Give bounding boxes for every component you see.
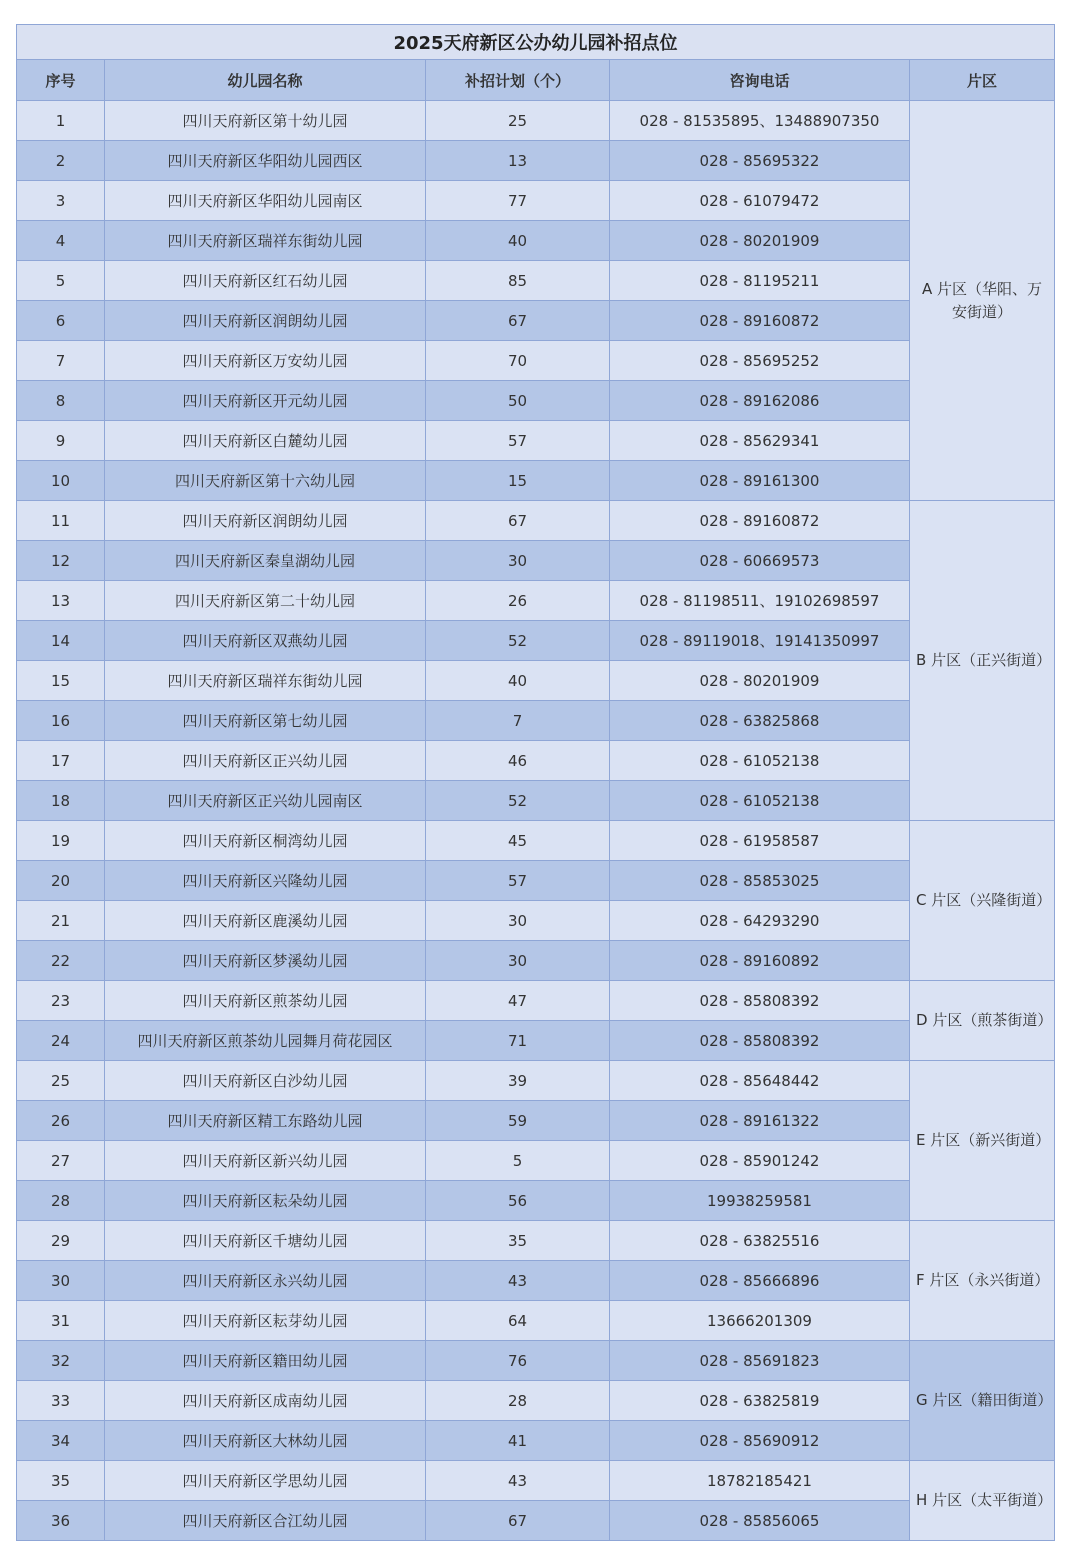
cell-no: 32 [17,1341,105,1381]
cell-kindergarten-name: 四川天府新区第二十幼儿园 [105,581,426,621]
cell-plan-count: 59 [426,1101,610,1141]
cell-zone [910,1061,1055,1221]
table-row [17,1341,1055,1381]
cell-plan-count: 85 [426,261,610,301]
cell-kindergarten-name: 四川天府新区兴隆幼儿园 [105,861,426,901]
cell-zone [910,981,1055,1061]
cell-kindergarten-name: 四川天府新区耘芽幼儿园 [105,1301,426,1341]
zone-label: F 片区（永兴街道） [916,1271,1050,1289]
cell-kindergarten-name: 四川天府新区籍田幼儿园 [105,1341,426,1381]
cell-plan-count: 57 [426,421,610,461]
cell-no: 18 [17,781,105,821]
cell-phone: 028 - 63825819 [610,1381,910,1421]
cell-phone: 028 - 61079472 [610,181,910,221]
cell-no: 20 [17,861,105,901]
table-row [17,1181,1055,1221]
zone-label: E 片区（新兴街道） [916,1131,1051,1149]
table-row [17,1461,1055,1501]
cell-kindergarten-name: 四川天府新区煎茶幼儿园 [105,981,426,1021]
table-row [17,661,1055,701]
cell-kindergarten-name: 四川天府新区桐湾幼儿园 [105,821,426,861]
cell-phone: 028 - 61958587 [610,821,910,861]
cell-plan-count: 25 [426,101,610,141]
cell-phone: 028 - 60669573 [610,541,910,581]
table-row [17,141,1055,181]
cell-kindergarten-name: 四川天府新区白沙幼儿园 [105,1061,426,1101]
table-row [17,181,1055,221]
table-row [17,501,1055,541]
cell-plan-count: 39 [426,1061,610,1101]
cell-plan-count: 71 [426,1021,610,1061]
recruitment-table [16,24,1055,1541]
cell-phone: 028 - 85691823 [610,1341,910,1381]
cell-no: 5 [17,261,105,301]
cell-phone: 028 - 89160872 [610,301,910,341]
zone-label: B 片区（正兴街道） [916,651,1052,669]
table-row [17,1021,1055,1061]
cell-kindergarten-name: 四川天府新区第十幼儿园 [105,101,426,141]
cell-phone: 028 - 85853025 [610,861,910,901]
cell-no: 27 [17,1141,105,1181]
cell-phone: 028 - 85695322 [610,141,910,181]
cell-kindergarten-name: 四川天府新区合江幼儿园 [105,1501,426,1541]
cell-kindergarten-name: 四川天府新区正兴幼儿园南区 [105,781,426,821]
cell-plan-count: 30 [426,901,610,941]
cell-phone: 028 - 85808392 [610,1021,910,1061]
cell-phone: 028 - 80201909 [610,661,910,701]
cell-no: 26 [17,1101,105,1141]
cell-kindergarten-name: 四川天府新区白麓幼儿园 [105,421,426,461]
cell-plan-count: 77 [426,181,610,221]
column-header-plan: 补招计划（个） [426,60,610,101]
cell-kindergarten-name: 四川天府新区精工东路幼儿园 [105,1101,426,1141]
cell-plan-count: 76 [426,1341,610,1381]
cell-plan-count: 67 [426,1501,610,1541]
cell-phone: 028 - 81198511、19102698597 [610,581,910,621]
column-header-zone: 片区 [910,60,1055,101]
cell-no: 35 [17,1461,105,1501]
header-row [17,60,1055,101]
cell-kindergarten-name: 四川天府新区耘朵幼儿园 [105,1181,426,1221]
cell-kindergarten-name: 四川天府新区第七幼儿园 [105,701,426,741]
cell-phone: 028 - 89119018、19141350997 [610,621,910,661]
table-row [17,901,1055,941]
cell-no: 36 [17,1501,105,1541]
cell-phone: 028 - 85856065 [610,1501,910,1541]
cell-no: 19 [17,821,105,861]
table-row [17,341,1055,381]
cell-phone: 028 - 85695252 [610,341,910,381]
cell-phone: 028 - 81535895、13488907350 [610,101,910,141]
cell-kindergarten-name: 四川天府新区双燕幼儿园 [105,621,426,661]
column-header-name: 幼儿园名称 [105,60,426,101]
table-row [17,741,1055,781]
cell-plan-count: 50 [426,381,610,421]
cell-kindergarten-name: 四川天府新区大林幼儿园 [105,1421,426,1461]
cell-plan-count: 7 [426,701,610,741]
cell-plan-count: 47 [426,981,610,1021]
cell-kindergarten-name: 四川天府新区新兴幼儿园 [105,1141,426,1181]
cell-no: 9 [17,421,105,461]
cell-no: 1 [17,101,105,141]
table-row [17,221,1055,261]
cell-plan-count: 52 [426,781,610,821]
cell-plan-count: 67 [426,301,610,341]
cell-kindergarten-name: 四川天府新区第十六幼儿园 [105,461,426,501]
zone-label: A 片区（华阳、万安街道） [922,279,1043,321]
cell-no: 11 [17,501,105,541]
table-row [17,581,1055,621]
cell-plan-count: 45 [426,821,610,861]
cell-plan-count: 64 [426,1301,610,1341]
cell-plan-count: 5 [426,1141,610,1181]
title-row [17,25,1055,60]
cell-zone [910,1221,1055,1341]
cell-kindergarten-name: 四川天府新区秦皇湖幼儿园 [105,541,426,581]
cell-phone: 028 - 64293290 [610,901,910,941]
cell-no: 7 [17,341,105,381]
cell-phone: 028 - 63825516 [610,1221,910,1261]
cell-plan-count: 41 [426,1421,610,1461]
cell-no: 30 [17,1261,105,1301]
cell-phone: 028 - 85629341 [610,421,910,461]
cell-zone [910,821,1055,981]
cell-kindergarten-name: 四川天府新区华阳幼儿园西区 [105,141,426,181]
table-row [17,1141,1055,1181]
cell-no: 33 [17,1381,105,1421]
cell-no: 12 [17,541,105,581]
cell-phone: 028 - 85690912 [610,1421,910,1461]
column-header-no: 序号 [17,60,105,101]
cell-plan-count: 52 [426,621,610,661]
cell-plan-count: 35 [426,1221,610,1261]
cell-no: 28 [17,1181,105,1221]
table-row [17,261,1055,301]
table-row [17,1501,1055,1541]
cell-phone: 028 - 63825868 [610,701,910,741]
zone-label: G 片区（籍田街道） [916,1391,1053,1409]
cell-zone [910,1461,1055,1541]
cell-phone: 19938259581 [610,1181,910,1221]
cell-phone: 028 - 85666896 [610,1261,910,1301]
cell-kindergarten-name: 四川天府新区瑞祥东街幼儿园 [105,661,426,701]
cell-no: 29 [17,1221,105,1261]
table-row [17,1421,1055,1461]
cell-kindergarten-name: 四川天府新区华阳幼儿园南区 [105,181,426,221]
cell-plan-count: 43 [426,1261,610,1301]
cell-no: 15 [17,661,105,701]
table-row [17,1381,1055,1421]
table-row [17,701,1055,741]
table-row [17,101,1055,141]
cell-phone: 028 - 89162086 [610,381,910,421]
cell-phone: 028 - 89160892 [610,941,910,981]
table-row [17,821,1055,861]
cell-no: 31 [17,1301,105,1341]
cell-plan-count: 56 [426,1181,610,1221]
table-row [17,1061,1055,1101]
cell-kindergarten-name: 四川天府新区正兴幼儿园 [105,741,426,781]
cell-phone: 028 - 61052138 [610,741,910,781]
cell-zone [910,101,1055,501]
cell-phone: 028 - 89161322 [610,1101,910,1141]
cell-no: 13 [17,581,105,621]
cell-plan-count: 13 [426,141,610,181]
cell-phone: 18782185421 [610,1461,910,1501]
table-row [17,461,1055,501]
cell-phone: 028 - 89160872 [610,501,910,541]
cell-kindergarten-name: 四川天府新区润朗幼儿园 [105,301,426,341]
cell-plan-count: 30 [426,941,610,981]
zone-label: C 片区（兴隆街道） [916,891,1052,909]
cell-no: 34 [17,1421,105,1461]
cell-no: 6 [17,301,105,341]
cell-kindergarten-name: 四川天府新区开元幼儿园 [105,381,426,421]
cell-no: 4 [17,221,105,261]
cell-no: 25 [17,1061,105,1101]
table-row [17,421,1055,461]
table-row [17,621,1055,661]
cell-no: 10 [17,461,105,501]
cell-no: 2 [17,141,105,181]
table-row [17,381,1055,421]
cell-kindergarten-name: 四川天府新区润朗幼儿园 [105,501,426,541]
cell-no: 23 [17,981,105,1021]
table-row [17,1101,1055,1141]
cell-plan-count: 26 [426,581,610,621]
table-row [17,941,1055,981]
cell-phone: 028 - 81195211 [610,261,910,301]
cell-plan-count: 28 [426,1381,610,1421]
cell-kindergarten-name: 四川天府新区永兴幼儿园 [105,1261,426,1301]
cell-phone: 028 - 85808392 [610,981,910,1021]
zone-label: D 片区（煎茶街道） [916,1011,1053,1029]
cell-no: 8 [17,381,105,421]
cell-plan-count: 30 [426,541,610,581]
cell-no: 24 [17,1021,105,1061]
table-row [17,1301,1055,1341]
cell-kindergarten-name: 四川天府新区学思幼儿园 [105,1461,426,1501]
cell-zone [910,1341,1055,1461]
cell-no: 22 [17,941,105,981]
cell-no: 3 [17,181,105,221]
cell-no: 17 [17,741,105,781]
cell-plan-count: 15 [426,461,610,501]
table-row [17,781,1055,821]
table-row [17,541,1055,581]
cell-phone: 13666201309 [610,1301,910,1341]
cell-phone: 028 - 85648442 [610,1061,910,1101]
cell-no: 16 [17,701,105,741]
cell-plan-count: 43 [426,1461,610,1501]
cell-plan-count: 40 [426,661,610,701]
cell-plan-count: 67 [426,501,610,541]
cell-kindergarten-name: 四川天府新区梦溪幼儿园 [105,941,426,981]
cell-no: 21 [17,901,105,941]
cell-kindergarten-name: 四川天府新区成南幼儿园 [105,1381,426,1421]
table-container [16,24,1054,1541]
cell-kindergarten-name: 四川天府新区鹿溪幼儿园 [105,901,426,941]
cell-zone [910,501,1055,821]
table-body [17,101,1055,1541]
cell-phone: 028 - 80201909 [610,221,910,261]
cell-phone: 028 - 85901242 [610,1141,910,1181]
cell-kindergarten-name: 四川天府新区红石幼儿园 [105,261,426,301]
column-header-phone: 咨询电话 [610,60,910,101]
cell-kindergarten-name: 四川天府新区万安幼儿园 [105,341,426,381]
cell-plan-count: 57 [426,861,610,901]
table-row [17,1221,1055,1261]
cell-kindergarten-name: 四川天府新区千塘幼儿园 [105,1221,426,1261]
cell-plan-count: 40 [426,221,610,261]
table-row [17,1261,1055,1301]
cell-kindergarten-name: 四川天府新区煎茶幼儿园舞月荷花园区 [105,1021,426,1061]
table-row [17,981,1055,1021]
table-row [17,301,1055,341]
cell-no: 14 [17,621,105,661]
cell-phone: 028 - 61052138 [610,781,910,821]
cell-plan-count: 46 [426,741,610,781]
cell-phone: 028 - 89161300 [610,461,910,501]
zone-label: H 片区（太平街道） [916,1491,1053,1509]
table-row [17,861,1055,901]
cell-plan-count: 70 [426,341,610,381]
cell-kindergarten-name: 四川天府新区瑞祥东街幼儿园 [105,221,426,261]
table-title: 2025天府新区公办幼儿园补招点位 [17,25,1055,60]
